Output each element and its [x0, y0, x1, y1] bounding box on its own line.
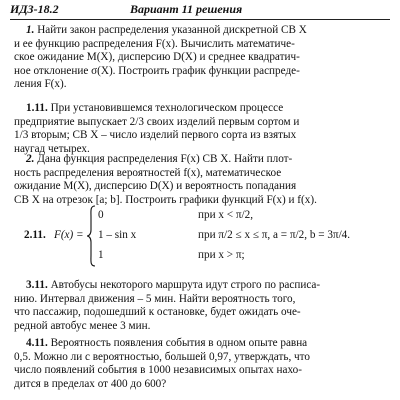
task-2-line: ожидание M(X), дисперсию D(X) и вероятность попадания [14, 180, 297, 192]
case-condition: при x < π/2, [198, 209, 254, 221]
task-1-line: Найти закон распределения указанной дискретной СВ X [37, 24, 307, 36]
formula-case [98, 209, 254, 223]
case-value: 1 [98, 249, 104, 261]
task-3-11-line: редной автобус менее 3 мин. [14, 319, 151, 332]
page-header [10, 3, 390, 20]
task-1-line: ное отклонение σ(X). Построить график функции распреде- [14, 64, 300, 77]
case-condition: при π/2 ≤ x ≤ π, a = π/2, b = 3π/4. [198, 229, 351, 241]
task-1-line: ское ожидание M(X), дисперсию D(X) и среднее квадратич- [14, 51, 300, 63]
case-value: 0 [98, 209, 104, 221]
task-3-11-line: что пассажир, подошедший к остановке, будет ожидать оче- [14, 306, 301, 318]
task-1-line: и ее функцию распределения F(x). Вычислить математиче- [14, 37, 295, 50]
task-1-number: 1. [26, 24, 35, 36]
header-code: ИДЗ-18.2 [10, 2, 59, 16]
task-4-11-line: дится в пределах от 400 до 600? [14, 377, 167, 390]
case-condition: при x > π; [198, 249, 245, 261]
task-1-11-line: При установившемся технологическом процессе [50, 102, 284, 114]
task-2-11-number: 2.11. [24, 229, 46, 241]
task-1-11-number: 1.11. [26, 102, 48, 114]
formula-case [98, 249, 245, 263]
task-2-block [14, 153, 388, 207]
task-4-11-line: Вероятность появления события в одном опыте равна [50, 337, 308, 349]
task-3-11-line: нию. Интервал движения – 5 мин. Найти вероятность того, [14, 292, 296, 305]
task-2-line: СВ X на отрезок [a; b]. Построить графики функций F(x) и f(x). [14, 193, 317, 206]
case-value: 1 – sin x [98, 229, 137, 241]
task-2-11-formula [24, 205, 384, 271]
task-2-line: ность распределения вероятностей f(x), математическое [14, 166, 282, 179]
task-4-11-number: 4.11. [26, 337, 48, 349]
task-4-11-line: число появлений события в 1000 независимых опытах нахо- [14, 364, 302, 376]
task-1-11-line: предприятие выпускает 2/3 своих изделий первым сортом и [14, 115, 300, 128]
left-brace-icon [86, 205, 96, 267]
task-4-11-block [14, 337, 388, 391]
task-1-block [14, 24, 388, 92]
formula-case [98, 229, 351, 243]
task-3-11-block [14, 279, 388, 333]
formula-lhs: F(x) = [54, 229, 84, 241]
task-3-11-line: Автобусы некоторого маршрута идут строго по расписа- [50, 279, 321, 291]
header-variant: Вариант 11 решения [130, 2, 243, 16]
task-2-line: Дана функция распределения F(x) СВ X. Найти плот- [37, 153, 293, 165]
task-1-line: ления F(x). [14, 78, 67, 90]
task-1-11-block [14, 102, 388, 156]
task-4-11-line: 0,5. Можно ли с вероятностью, большей 0,97, утверждать, что [14, 350, 311, 363]
task-2-number: 2. [26, 153, 35, 165]
task-3-11-number: 3.11. [26, 279, 48, 291]
task-1-11-line: наугад четырех. [14, 142, 90, 155]
task-1-11-line: 1/3 вторым; СВ X – число изделий первого сорта из взятых [14, 129, 297, 141]
